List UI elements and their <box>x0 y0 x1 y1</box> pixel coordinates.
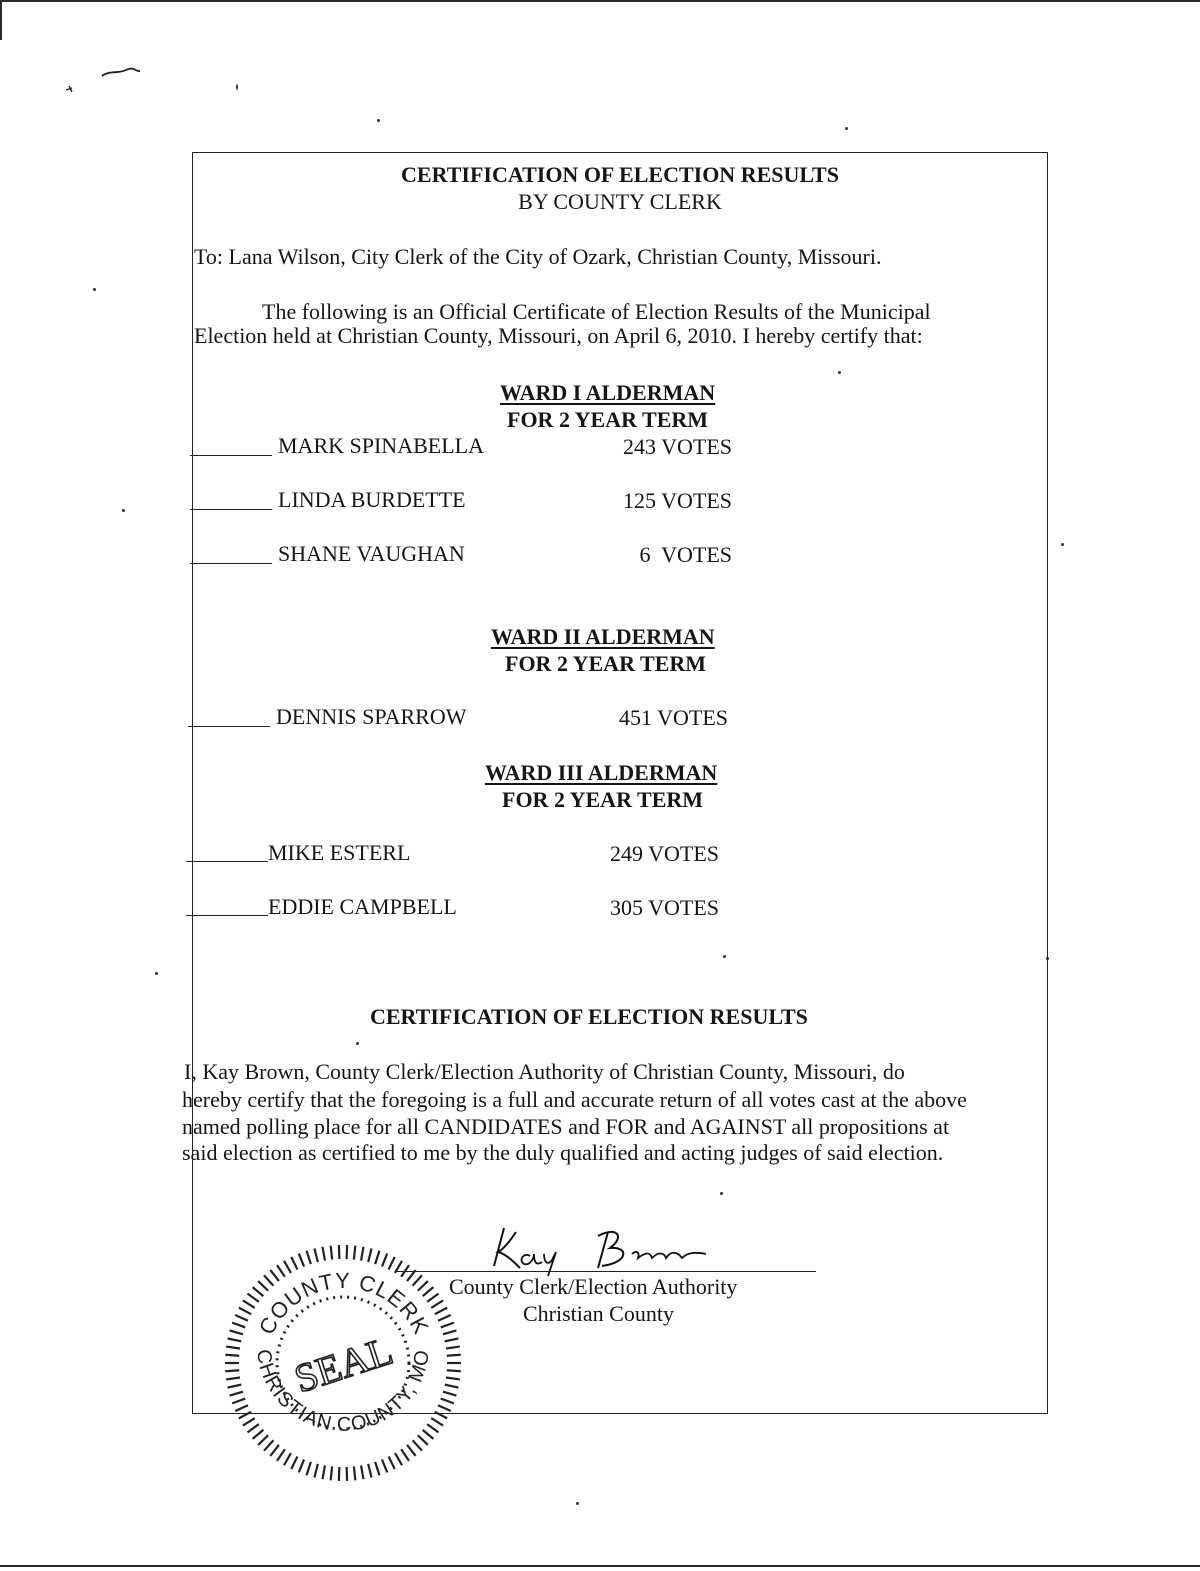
seal-tick <box>361 1465 363 1479</box>
seal-tick <box>375 1251 379 1264</box>
candidate-votes: 305 VOTES <box>610 895 719 920</box>
seal-tick <box>323 1247 325 1261</box>
seal-tick <box>427 1294 438 1302</box>
seal-tick <box>438 1315 451 1321</box>
candidate-name: LINDA BURDETTE <box>278 487 466 512</box>
seal-tick <box>277 1449 285 1461</box>
seal-tick <box>228 1385 242 1388</box>
seal-tick <box>299 1459 304 1472</box>
seal-tick <box>423 1430 434 1439</box>
vote-blank <box>190 509 272 510</box>
race-term-ward-1: FOR 2 YEAR TERM <box>507 407 709 432</box>
seal-tick <box>361 1247 363 1261</box>
seal-tick <box>331 1466 332 1480</box>
seal-tick <box>423 1287 434 1296</box>
seal-tick <box>389 1456 395 1469</box>
candidate-votes: 6 VOTES <box>639 542 732 567</box>
candidate-name: MIKE ESTERL <box>268 840 411 865</box>
seal-tick <box>431 1300 443 1307</box>
scan-edge-bottom <box>0 1565 1200 1567</box>
scan-speck <box>1061 543 1064 546</box>
intro-line-2: Election held at Christian County, Missouri, on April 6, 2010. I hereby certify that: <box>194 323 923 348</box>
seal-tick <box>314 1464 317 1478</box>
document-subtitle: BY COUNTY CLERK <box>518 189 722 214</box>
candidate-votes: 243 VOTES <box>623 434 732 459</box>
scan-edge-left <box>0 0 2 40</box>
seal-tick <box>447 1370 461 1371</box>
seal-tick <box>401 1449 409 1461</box>
certification-line-3: named polling place for all CANDIDATES and FOR and AGAINST all propositions at <box>182 1114 950 1139</box>
seal-tick <box>445 1385 459 1388</box>
seal-tick <box>243 1300 255 1307</box>
vote-blank <box>190 563 272 564</box>
scan-speck <box>93 288 96 291</box>
seal-tick <box>225 1355 239 1356</box>
seal-tick <box>441 1399 454 1404</box>
vote-blank <box>190 455 272 456</box>
scan-speck <box>845 127 848 130</box>
seal-tick <box>431 1418 443 1425</box>
seal-tick <box>291 1456 297 1469</box>
certification-line-2: hereby certify that the foregoing is a full and accurate return of all votes cast at the above <box>182 1087 967 1112</box>
scan-speck <box>122 509 125 512</box>
seal-tick <box>375 1462 379 1475</box>
seal-tick <box>413 1440 422 1450</box>
svg-text:CHRISTIAN COUNTY, MO: CHRISTIAN COUNTY, MO <box>251 1347 435 1437</box>
scan-speck <box>155 972 158 975</box>
seal-tick <box>368 1249 371 1263</box>
vote-blank <box>188 726 270 727</box>
seal-tick <box>354 1466 355 1480</box>
seal-tick <box>446 1347 460 1349</box>
seal-tick <box>441 1323 454 1328</box>
candidate-name: SHANE VAUGHAN <box>278 541 465 566</box>
candidate-name: MARK SPINABELLA <box>278 433 484 458</box>
seal-tick <box>307 1462 311 1475</box>
race-office-ward-3: WARD III ALDERMAN <box>485 760 718 785</box>
seal-tick <box>277 1265 285 1277</box>
document-title: CERTIFICATION OF ELECTION RESULTS <box>401 162 839 187</box>
scan-speck <box>236 84 238 90</box>
margin-scribble <box>62 62 146 96</box>
candidate-name: DENNIS SPARROW <box>276 704 467 729</box>
seal-tick <box>230 1392 243 1396</box>
candidate-name: EDDIE CAMPBELL <box>268 894 457 919</box>
seal-tick <box>331 1246 332 1260</box>
seal-tick <box>226 1377 240 1379</box>
certification-title: CERTIFICATION OF ELECTION RESULTS <box>370 1004 808 1029</box>
seal-tick <box>438 1405 451 1411</box>
seal-tick <box>248 1294 259 1302</box>
seal-tick <box>226 1347 240 1349</box>
seal-tick <box>418 1435 428 1445</box>
handwritten-signature <box>486 1222 716 1278</box>
seal-tick <box>445 1338 459 1341</box>
vote-blank <box>186 861 268 862</box>
seal-tick <box>427 1424 438 1432</box>
seal-tick <box>443 1330 456 1334</box>
seal-tick <box>395 1453 402 1465</box>
race-term-ward-2: FOR 2 YEAR TERM <box>505 651 707 676</box>
seal-tick <box>314 1249 317 1263</box>
signer-county: Christian County <box>523 1301 674 1326</box>
seal-tick <box>232 1399 245 1404</box>
seal-tick <box>382 1459 387 1472</box>
seal-tick <box>299 1254 304 1267</box>
seal-tick <box>407 1445 416 1456</box>
seal-tick <box>239 1308 251 1315</box>
seal-tick <box>239 1412 251 1419</box>
race-office-ward-2: WARD II ALDERMAN <box>491 624 715 649</box>
seal-tick <box>407 1270 416 1281</box>
seal-tick <box>382 1254 387 1267</box>
seal-tick <box>248 1424 259 1432</box>
scan-speck <box>377 119 380 122</box>
addressee-line: To: Lana Wilson, City Clerk of the City of Ozark, Christian County, Missouri. <box>194 244 882 269</box>
seal-tick <box>323 1465 325 1479</box>
seal-tick <box>389 1257 395 1270</box>
seal-tick <box>368 1464 371 1478</box>
signer-title: County Clerk/Election Authority <box>449 1274 738 1299</box>
seal-tick <box>435 1308 447 1315</box>
candidate-votes: 451 VOTES <box>619 705 728 730</box>
certification-line-1: I, Kay Brown, County Clerk/Election Authority of Christian County, Missouri, do <box>184 1059 905 1084</box>
seal-tick <box>243 1418 255 1425</box>
vote-blank <box>186 915 268 916</box>
seal-tick <box>354 1246 355 1260</box>
seal-tick <box>235 1405 248 1411</box>
svg-text:COUNTY CLERK: COUNTY CLERK <box>253 1267 435 1339</box>
seal-tick <box>401 1265 409 1277</box>
seal-tick <box>230 1330 243 1334</box>
race-term-ward-3: FOR 2 YEAR TERM <box>502 787 704 812</box>
seal-tick <box>270 1445 279 1456</box>
seal-tick <box>284 1261 291 1273</box>
scan-speck <box>576 1502 579 1505</box>
seal-tick <box>291 1257 297 1270</box>
seal-tick <box>264 1440 273 1450</box>
seal-tick <box>443 1392 456 1396</box>
seal-tick <box>228 1338 242 1341</box>
seal-tick <box>446 1377 460 1379</box>
seal-tick <box>418 1281 428 1291</box>
seal-tick <box>264 1275 273 1285</box>
seal-tick <box>232 1323 245 1328</box>
county-clerk-seal-stamp <box>218 1238 468 1488</box>
certification-line-4: said election as certified to me by the duly qualified and acting judges of said election. <box>182 1140 944 1165</box>
seal-tick <box>435 1412 447 1419</box>
seal-tick <box>395 1261 402 1273</box>
seal-tick <box>447 1355 461 1356</box>
seal-tick <box>253 1430 264 1439</box>
seal-tick <box>235 1315 248 1321</box>
seal-tick <box>413 1275 422 1285</box>
race-office-ward-1: WARD I ALDERMAN <box>500 380 716 405</box>
seal-tick <box>225 1370 239 1371</box>
candidate-votes: 249 VOTES <box>610 841 719 866</box>
scan-edge-top <box>0 0 1200 2</box>
svg-text:SEAL: SEAL <box>288 1327 398 1402</box>
seal-tick <box>270 1270 279 1281</box>
intro-line-1: The following is an Official Certificate of Election Results of the Municipal <box>262 299 931 324</box>
seal-tick <box>258 1281 268 1291</box>
candidate-votes: 125 VOTES <box>623 488 732 513</box>
seal-tick <box>284 1453 291 1465</box>
seal-tick <box>258 1435 268 1445</box>
seal-tick <box>307 1251 311 1264</box>
seal-tick <box>253 1287 264 1296</box>
